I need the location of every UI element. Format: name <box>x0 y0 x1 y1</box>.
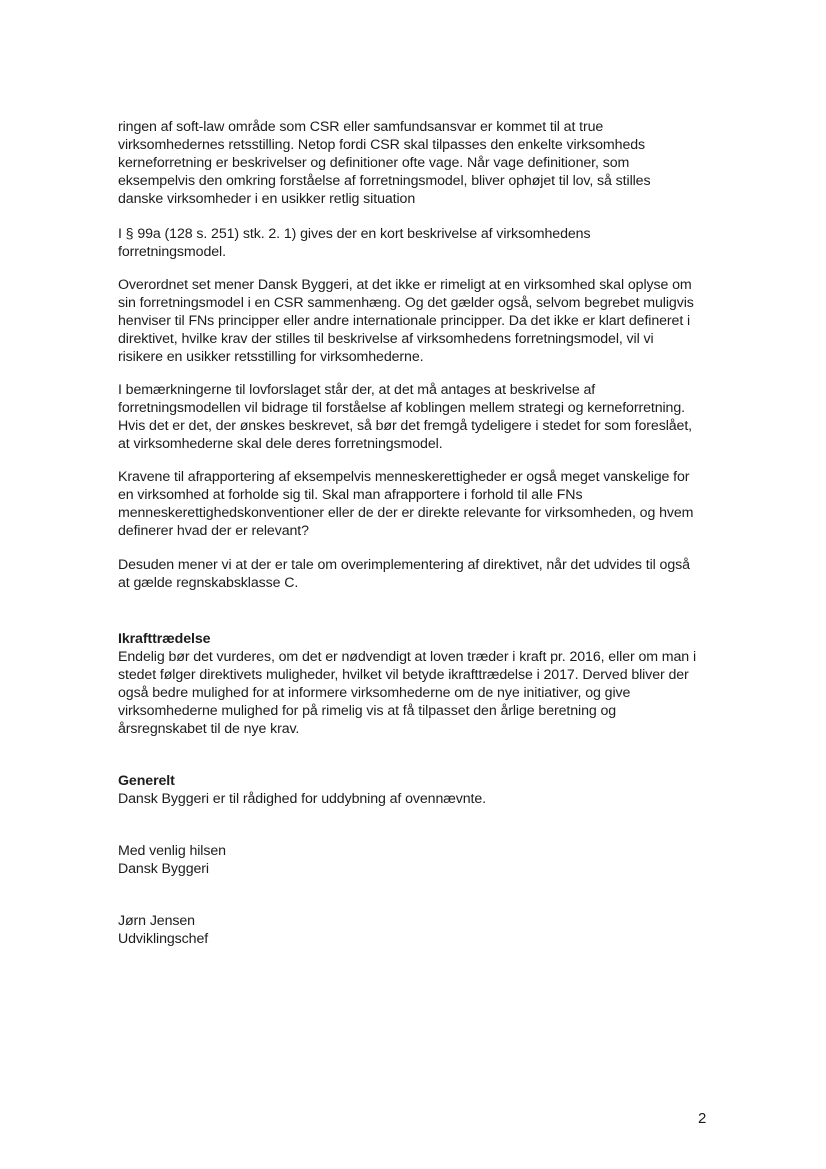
paragraph-business-model <box>118 276 698 366</box>
paragraph-soft-law <box>118 118 698 208</box>
paragraph-over-implementation <box>118 556 698 592</box>
closing-organization: Dansk Byggeri <box>118 861 209 877</box>
paragraph-human-rights <box>118 468 698 540</box>
signature-block <box>118 912 698 948</box>
section-text: Endelig bør det vurderes, om det er nødvendigt at loven træder i kraft pr. 2016, eller om man i stedet følger direktivets muligheder, hvilket vil betyde ikrafttrædelse i 2017. Derved bliver der også bedre mulighed for at informere virksomhederne om de nye initiativer, og give virksomhederne mulighed for på rimelig vis at få tilpasset den årlige beretning og årsregnskabet til de nye krav. <box>118 649 696 737</box>
paragraph-text: I § 99a (128 s. 251) stk. 2. 1) gives der en kort beskrivelse af virksomhedens forretningsmodel. <box>118 226 591 260</box>
closing-greeting-block <box>118 842 698 878</box>
signatory-title: Udviklingschef <box>118 931 209 947</box>
paragraph-section-99a <box>118 225 698 261</box>
page-number: 2 <box>698 1110 707 1127</box>
paragraph-text: ringen af soft-law område som CSR eller samfundsansvar er kommet til at true virksomhedernes retsstilling. Netop fordi CSR skal tilpasses den enkelte virksomheds kerneforretning er beskrivelser og definitioner ofte vage. Når vage definitioner, som eksempelvis den omkring forståelse af forretningsmodel, bliver ophøjet til lov, så stilles danske virksomheder i en usikker retlig situation <box>118 119 651 207</box>
section-generelt <box>118 772 698 808</box>
paragraph-text: Kravene til afrapportering af eksempelvis menneskerettigheder er også meget vanskelige for en virksomhed at forholde sig til. Skal man afrapportere i forhold til alle FNs menneskerettighedskonventioner eller de der er direkte relevante for virksomheden, og hvem definerer hvad der er relevant? <box>118 469 694 539</box>
section-ikrafttraedelse <box>118 630 698 738</box>
section-heading: Ikrafttrædelse <box>118 631 211 647</box>
signatory-name: Jørn Jensen <box>118 913 195 929</box>
paragraph-text: I bemærkningerne til lovforslaget står der, at det må antages at beskrivelse af forretningsmodellen vil bidrage til forståelse af koblingen mellem strategi og kerneforretning. Hvis det er det, der ønskes beskrevet, så bør det fremgå tydeligere i stedet for som foreslået, at virksomhederne skal dele deres forretningsmodel. <box>118 382 693 452</box>
paragraph-remarks <box>118 381 698 453</box>
paragraph-text: Desuden mener vi at der er tale om overimplementering af direktivet, når det udvides til også at gælde regnskabsklasse C. <box>118 557 690 591</box>
section-heading: Generelt <box>118 773 175 789</box>
section-text: Dansk Byggeri er til rådighed for uddybning af ovennævnte. <box>118 791 487 807</box>
paragraph-text: Overordnet set mener Dansk Byggeri, at det ikke er rimeligt at en virksomhed skal oplyse om sin forretningsmodel i en CSR sammenhæng. Og det gælder også, selvom begrebet muligvis henviser til FNs principper eller andre internationale principper. Da det ikke er klart defineret i direktivet, hvilke krav der stilles til beskrivelse af virksomhedens forretningsmodel, vil vi risikere en usikker retsstilling for virksomhederne. <box>118 277 694 365</box>
closing-greeting: Med venlig hilsen <box>118 843 226 859</box>
